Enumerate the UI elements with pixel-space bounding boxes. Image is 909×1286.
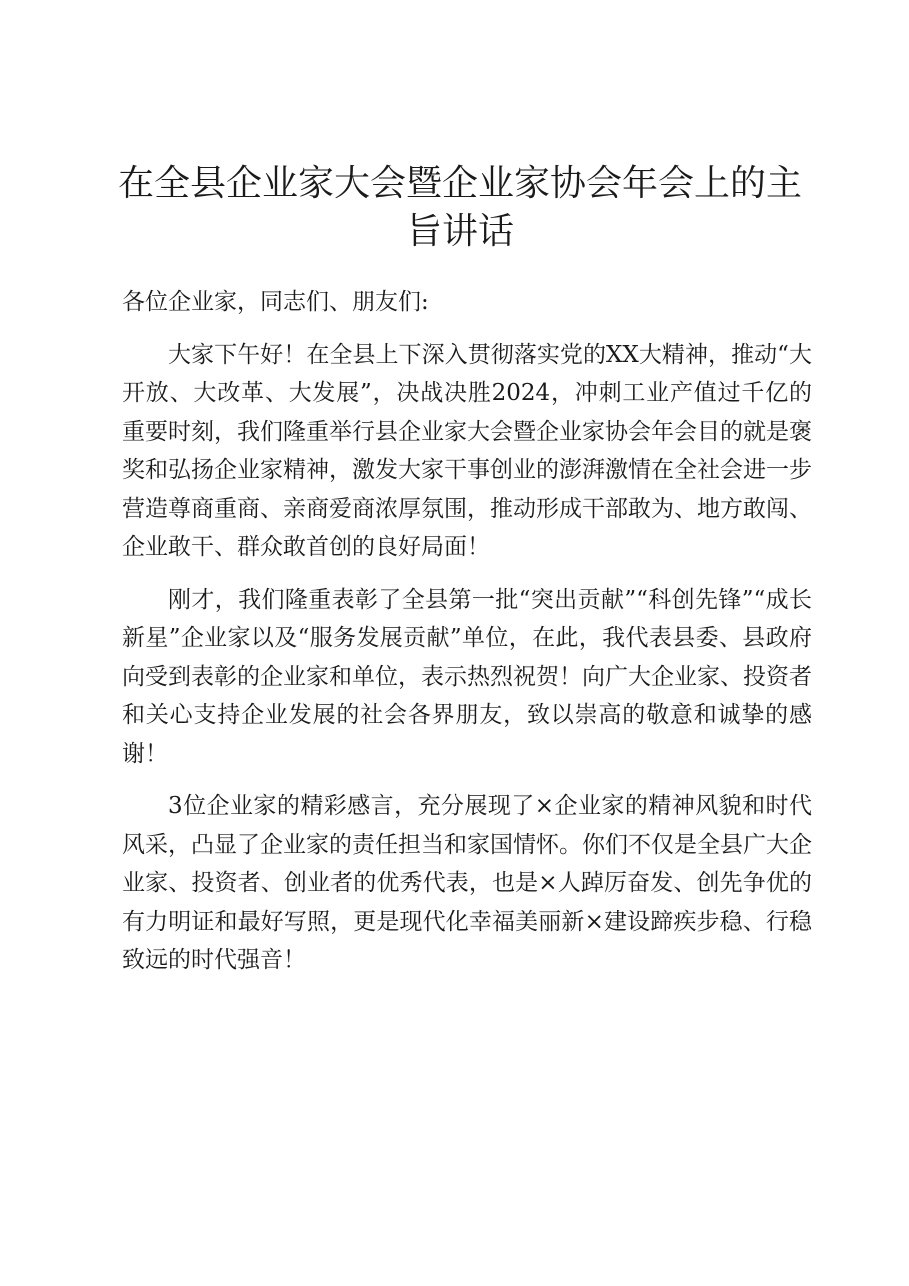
salutation: 各位企业家，同志们、朋友们: — [122, 289, 429, 315]
paragraph-3: 3位企业家的精彩感言，充分展现了×企业家的精神风貌和时代风采，凸显了企业家的责任担当和家国情怀。你们不仅是全县广大企业家、投资者、创业者的优秀代表，也是×人踔厉奋发、创先争优的有力明证和最好写照，更是现代化幸福美丽新×建设蹄疾步稳、行稳致远的时代强音！ — [122, 793, 812, 973]
document-title: 在全县企业家大会暨企业家协会年会上的主旨讲话 — [117, 163, 802, 252]
document-body — [122, 283, 812, 994]
paragraph-2: 刚才，我们隆重表彰了全县第一批“突出贡献”“科创先锋”“成长新星”企业家以及“服务发展贡献”单位，在此，我代表县委、县政府向受到表彰的企业家和单位，表示热烈祝贺！向广大企业家、投资者和关心支持企业发展的社会各界朋友，致以崇高的敬意和诚挚的感谢！ — [122, 586, 812, 767]
paragraph-1: 大家下午好！在全县上下深入贯彻落实党的XX大精神，推动“大开放、大改革、大发展”，决战决胜2024，冲刺工业产值过千亿的重要时刻，我们隆重举行县企业家大会暨企业家协会年会目的就是褒奖和弘扬企业家精神，激发大家干事创业的澎湃激情在全社会进一步营造尊商重商、亲商爱商浓厚氛围，推动形成干部敢为、地方敢闯、企业敢干、群众敢首创的良好局面！ — [122, 341, 812, 560]
